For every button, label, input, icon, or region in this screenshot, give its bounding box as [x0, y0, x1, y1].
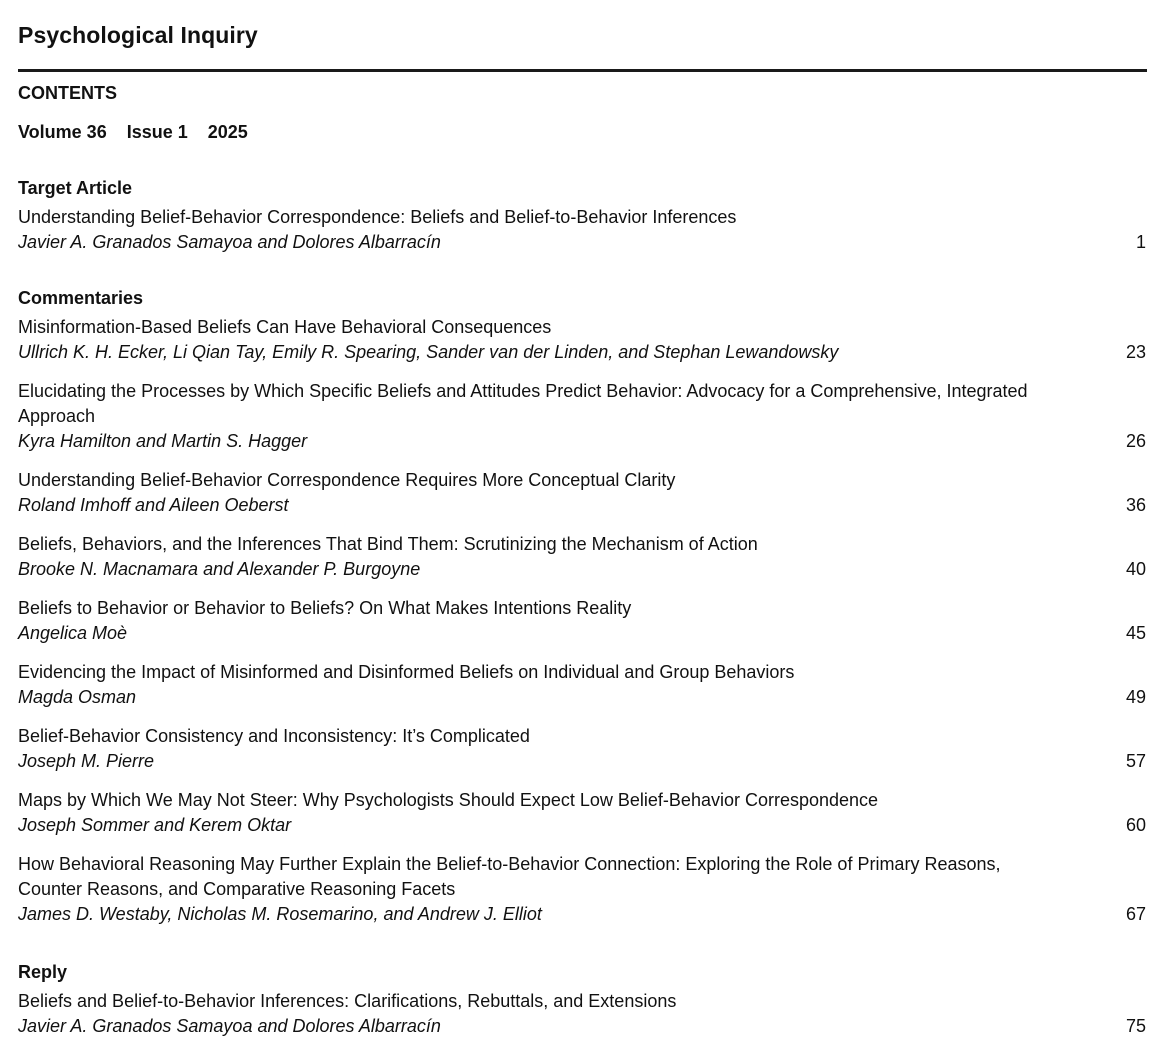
toc-entry[interactable] [18, 724, 1146, 774]
journal-title: Psychological Inquiry [18, 22, 258, 48]
article-authors: Angelica Moè [18, 623, 128, 643]
page-number: 45 [1125, 623, 1146, 643]
issue-year: 2025 [207, 122, 248, 142]
article-title[interactable]: Evidencing the Impact of Misinformed and Disinformed Beliefs on Individual and Group Behaviors [18, 662, 795, 682]
article-authors: Joseph Sommer and Kerem Oktar [18, 815, 292, 835]
volume-issue-line [18, 122, 268, 143]
article-title[interactable]: Belief-Behavior Consistency and Inconsistency: It’s Complicated [18, 726, 530, 746]
page-number: 36 [1125, 495, 1146, 515]
section-heading: Commentaries [18, 288, 144, 308]
page-number: 23 [1125, 342, 1146, 362]
section-target-article [18, 177, 1146, 255]
article-authors: Kyra Hamilton and Martin S. Hagger [18, 431, 308, 451]
issue-number: Issue 1 [126, 122, 188, 142]
article-authors: James D. Westaby, Nicholas M. Rosemarino, and Andrew J. Elliot [18, 904, 542, 924]
page-number: 75 [1125, 1016, 1146, 1036]
page-number: 57 [1125, 751, 1146, 771]
article-title[interactable]: Maps by Which We May Not Steer: Why Psychologists Should Expect Low Belief-Behavior Correspondence [18, 790, 879, 810]
article-authors: Joseph M. Pierre [18, 751, 155, 771]
article-title[interactable]: Beliefs to Behavior or Behavior to Beliefs? On What Makes Intentions Reality [18, 598, 632, 618]
section-heading: Target Article [18, 178, 133, 198]
article-title[interactable]: Understanding Belief-Behavior Correspondence: Beliefs and Belief-to-Behavior Inferences [18, 207, 737, 227]
page-number: 40 [1125, 559, 1146, 579]
article-title[interactable]: Beliefs and Belief-to-Behavior Inferences: Clarifications, Rebuttals, and Extensions [18, 991, 677, 1011]
toc-entry[interactable] [18, 379, 1146, 454]
page-number: 26 [1125, 431, 1146, 451]
article-authors: Javier A. Granados Samayoa and Dolores Albarracín [18, 1016, 441, 1036]
toc-entry[interactable] [18, 205, 1146, 255]
toc-entry[interactable] [18, 596, 1146, 646]
article-authors: Roland Imhoff and Aileen Oeberst [18, 495, 289, 515]
toc-entry[interactable] [18, 989, 1146, 1039]
toc-entry[interactable] [18, 468, 1146, 518]
section-heading: Reply [18, 962, 68, 982]
contents-label: CONTENTS [18, 83, 117, 103]
toc-entry[interactable] [18, 852, 1146, 927]
article-authors: Brooke N. Macnamara and Alexander P. Burgoyne [18, 559, 421, 579]
page-number: 1 [1135, 232, 1146, 252]
toc-entry[interactable] [18, 532, 1146, 582]
article-title[interactable]: Beliefs, Behaviors, and the Inferences That Bind Them: Scrutinizing the Mechanism of Action [18, 534, 758, 554]
article-authors: Javier A. Granados Samayoa and Dolores Albarracín [18, 232, 441, 252]
toc-entry[interactable] [18, 788, 1146, 838]
toc-entry[interactable] [18, 315, 1146, 365]
section-reply [18, 961, 1146, 1039]
header-rule [18, 69, 1147, 72]
section-commentaries [18, 287, 1146, 927]
article-authors: Magda Osman [18, 687, 137, 707]
volume-number: Volume 36 [18, 122, 107, 142]
article-title[interactable]: Understanding Belief-Behavior Correspondence Requires More Conceptual Clarity [18, 470, 676, 490]
page-number: 67 [1125, 904, 1146, 924]
article-title[interactable]: Misinformation-Based Beliefs Can Have Behavioral Consequences [18, 317, 552, 337]
article-title[interactable]: How Behavioral Reasoning May Further Explain the Belief-to-Behavior Connection: Exploring the Role of Primary Reasons, Counter Reasons, and Comparative Reasoning Facets [18, 854, 1001, 899]
toc-entry[interactable] [18, 660, 1146, 710]
page-number: 49 [1125, 687, 1146, 707]
article-authors: Ullrich K. H. Ecker, Li Qian Tay, Emily R. Spearing, Sander van der Linden, and Stephan Lewandowsky [18, 342, 839, 362]
article-title[interactable]: Elucidating the Processes by Which Specific Beliefs and Attitudes Predict Behavior: Advocacy for a Comprehensive, Integrated Approach [18, 381, 1028, 426]
page-number: 60 [1125, 815, 1146, 835]
